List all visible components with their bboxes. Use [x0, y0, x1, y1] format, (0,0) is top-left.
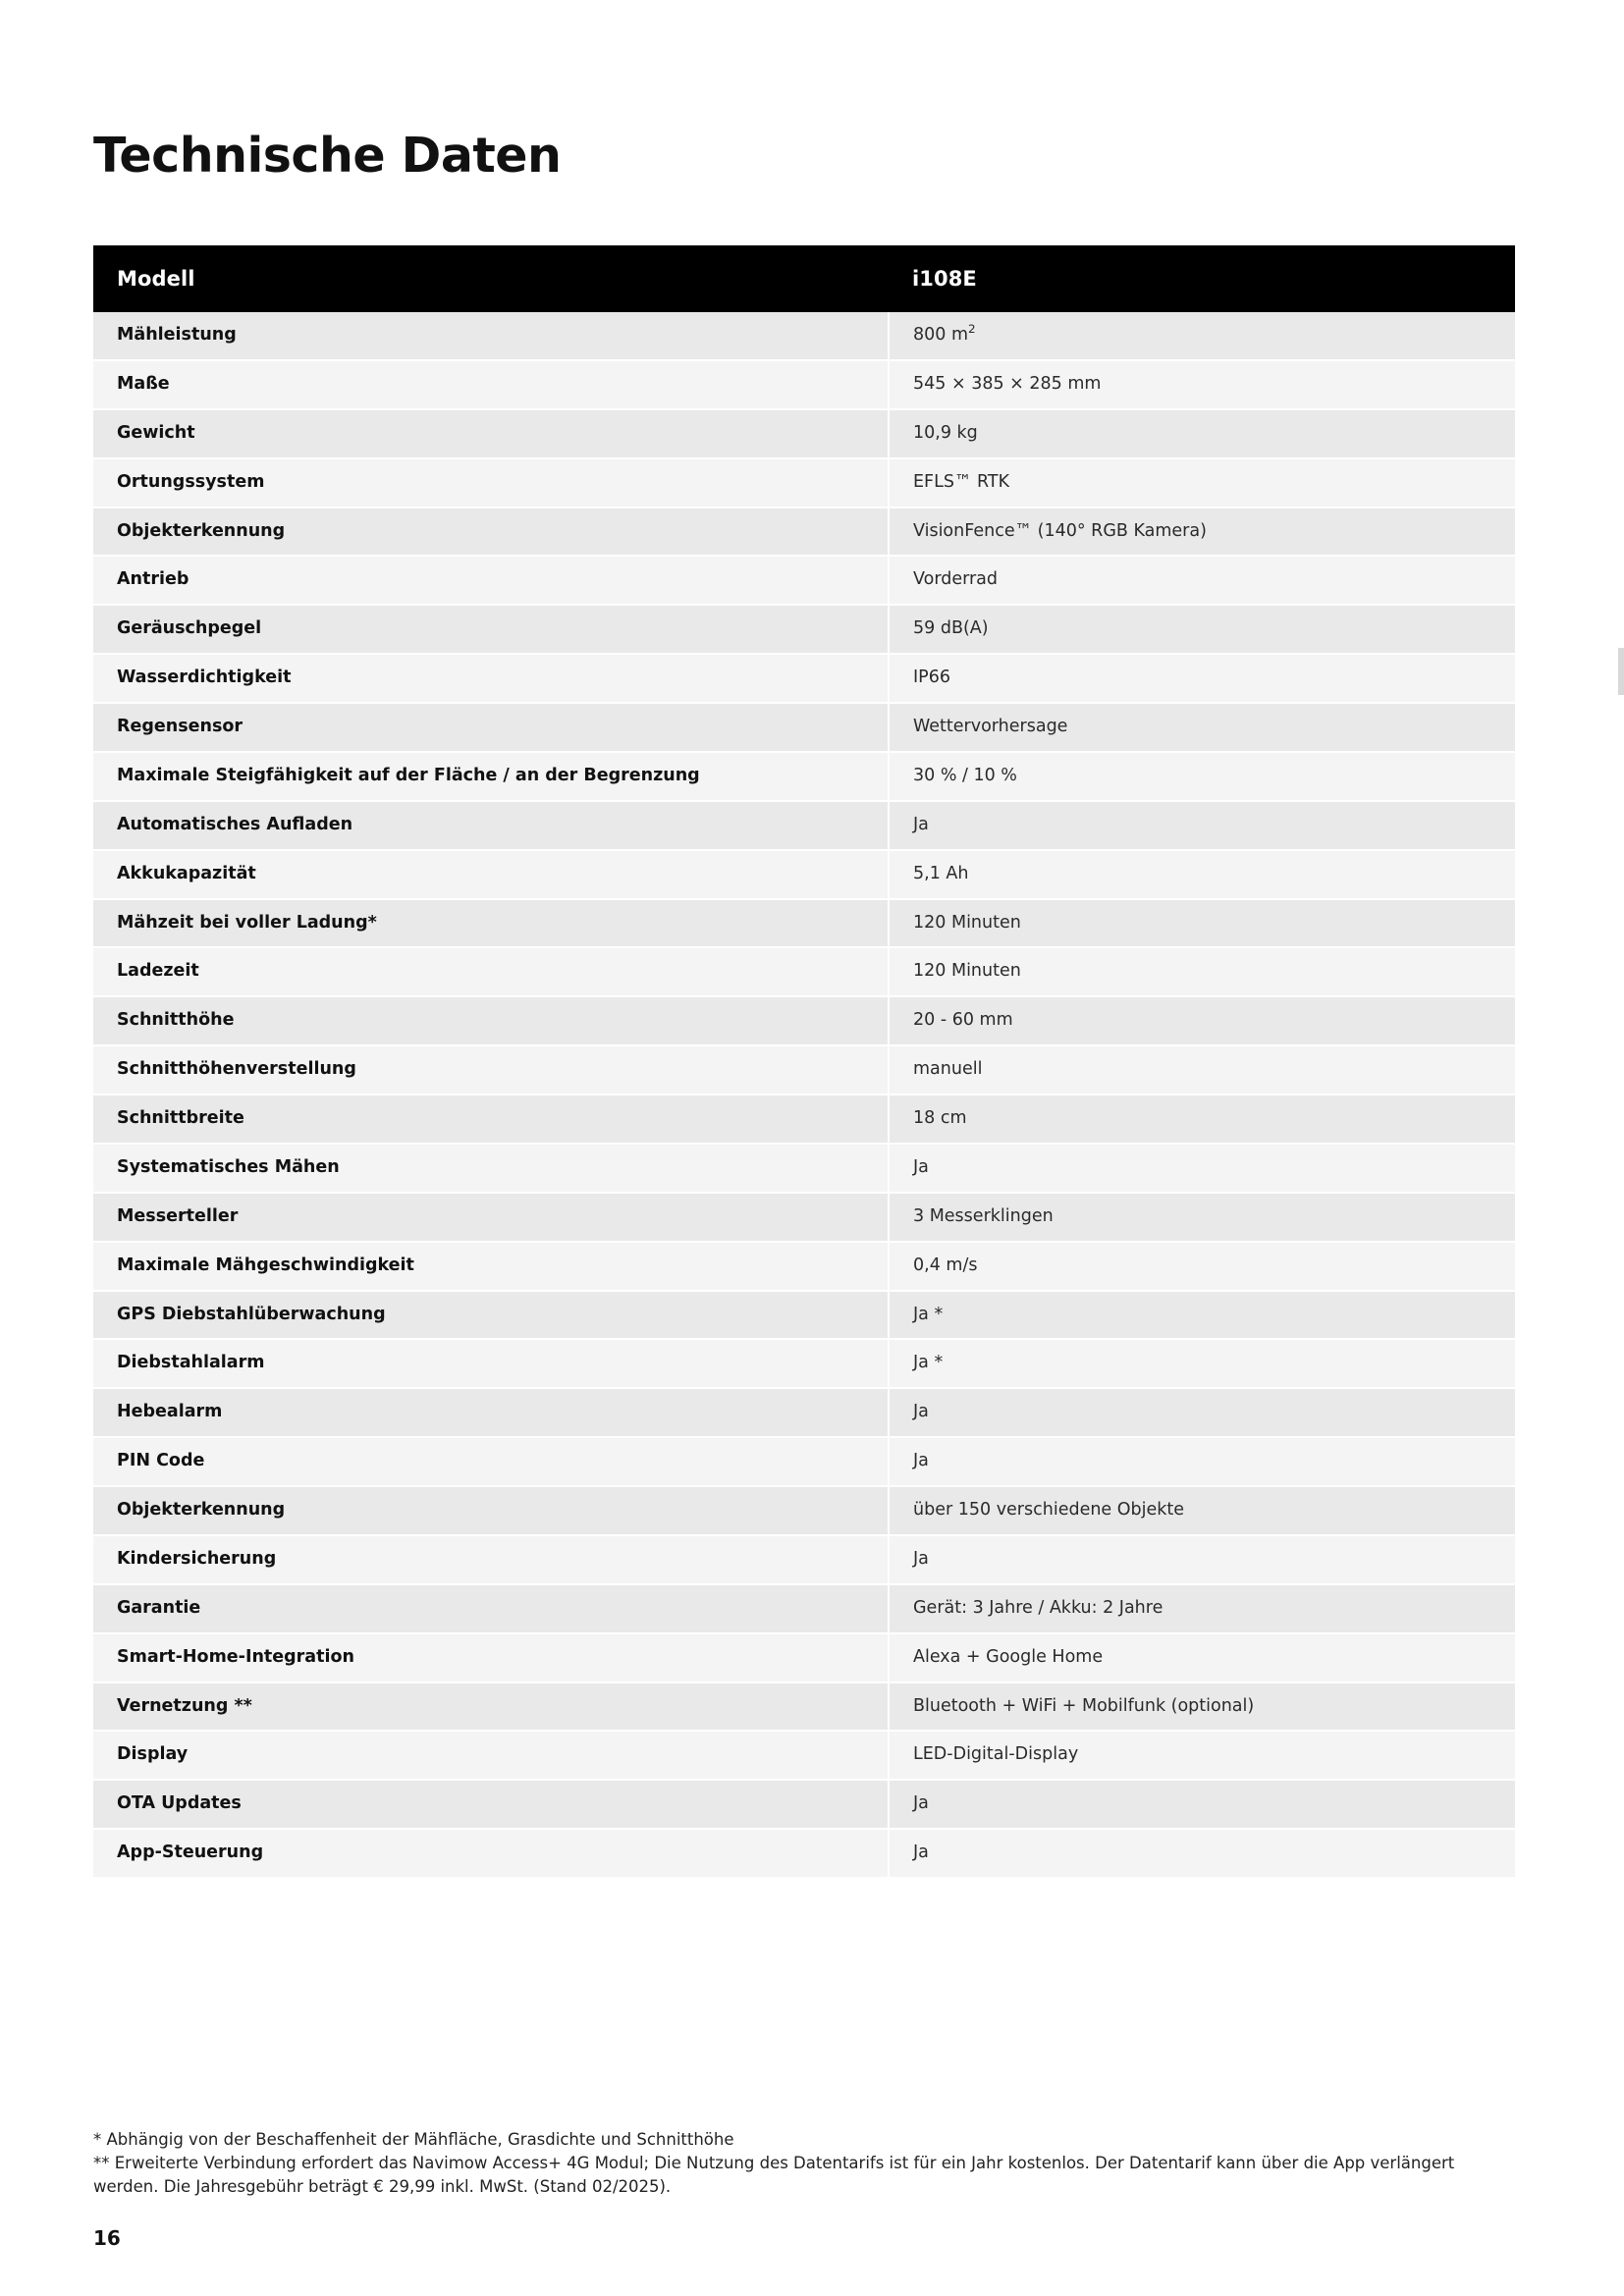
spec-label: App-Steuerung [93, 1829, 889, 1878]
table-row [93, 703, 1515, 752]
footnote-single-asterisk: * Abhängig von der Beschaffenheit der Mähfläche, Grasdichte und Schnitthöhe [93, 2130, 734, 2149]
spec-value: VisionFence™ (140° RGB Kamera) [889, 507, 1515, 557]
spec-label: Antrieb [93, 556, 889, 605]
table-row [93, 850, 1515, 899]
spec-label: Kindersicherung [93, 1535, 889, 1584]
spec-label: Maße [93, 360, 889, 409]
table-row [93, 458, 1515, 507]
table-row [93, 1045, 1515, 1095]
table-row [93, 1486, 1515, 1535]
spec-value: Ja [889, 1780, 1515, 1829]
table-row [93, 899, 1515, 948]
spec-label: Mähleistung [93, 312, 889, 360]
spec-value: Ja [889, 1144, 1515, 1193]
spec-value: 30 % / 10 % [889, 752, 1515, 801]
table-row [93, 409, 1515, 458]
spec-label: Akkukapazität [93, 850, 889, 899]
table-header-row [93, 245, 1515, 312]
spec-value: 59 dB(A) [889, 605, 1515, 654]
spec-label: GPS Diebstahlüberwachung [93, 1291, 889, 1340]
spec-value: Ja [889, 801, 1515, 850]
table-row [93, 1095, 1515, 1144]
table-row [93, 1388, 1515, 1437]
table-row [93, 312, 1515, 360]
footnote-double-asterisk: ** Erweiterte Verbindung erfordert das Navimow Access+ 4G Modul; Die Nutzung des Datentarifs ist für ein Jahr kostenlos. Der Datentarif kann über die App verlängert werden. Die Jahresgebühr beträgt € 29,99 inkl. MwSt. (Stand 02/2025). [93, 2153, 1455, 2196]
spec-value: 10,9 kg [889, 409, 1515, 458]
table-row [93, 605, 1515, 654]
spec-label: Systematisches Mähen [93, 1144, 889, 1193]
spec-label: Smart-Home-Integration [93, 1633, 889, 1682]
spec-value: 20 - 60 mm [889, 996, 1515, 1045]
table-row [93, 654, 1515, 703]
table-row [93, 996, 1515, 1045]
table-row [93, 1780, 1515, 1829]
spec-label: Geräuschpegel [93, 605, 889, 654]
table-row [93, 1437, 1515, 1486]
spec-label: Garantie [93, 1584, 889, 1633]
table-row [93, 1193, 1515, 1242]
table-header [93, 245, 1515, 312]
spec-value: Ja [889, 1388, 1515, 1437]
spec-label: Hebealarm [93, 1388, 889, 1437]
spec-value: LED-Digital-Display [889, 1731, 1515, 1780]
table-row [93, 947, 1515, 996]
specifications-table [93, 245, 1515, 1879]
table-row [93, 507, 1515, 557]
table-body [93, 312, 1515, 1878]
table-row [93, 1584, 1515, 1633]
spec-label: Automatisches Aufladen [93, 801, 889, 850]
table-row [93, 752, 1515, 801]
spec-value: Ja [889, 1535, 1515, 1584]
spec-value: Ja [889, 1829, 1515, 1878]
table-row [93, 360, 1515, 409]
spec-value: IP66 [889, 654, 1515, 703]
spec-value: Vorderrad [889, 556, 1515, 605]
spec-value: 800 $m^2$ [889, 312, 1515, 360]
spec-label: OTA Updates [93, 1780, 889, 1829]
table-row [93, 1535, 1515, 1584]
page-title: Technische Daten [93, 127, 562, 184]
spec-value: Gerät: 3 Jahre / Akku: 2 Jahre [889, 1584, 1515, 1633]
spec-value: Ja * [889, 1291, 1515, 1340]
spec-value: Ja * [889, 1339, 1515, 1388]
spec-value: 18 cm [889, 1095, 1515, 1144]
table-row [93, 1731, 1515, 1780]
footnotes [93, 2128, 1488, 2199]
spec-value: 3 Messerklingen [889, 1193, 1515, 1242]
spec-label: Maximale Steigfähigkeit auf der Fläche / an der Begrenzung [93, 752, 889, 801]
spec-label: Objekterkennung [93, 507, 889, 557]
spec-label: Vernetzung ** [93, 1682, 889, 1732]
spec-label: Regensensor [93, 703, 889, 752]
spec-value: 120 Minuten [889, 947, 1515, 996]
spec-value: manuell [889, 1045, 1515, 1095]
spec-value: Bluetooth + WiFi + Mobilfunk (optional) [889, 1682, 1515, 1732]
table-row [93, 556, 1515, 605]
spec-label: PIN Code [93, 1437, 889, 1486]
table-row [93, 1829, 1515, 1878]
spec-label: Schnitthöhe [93, 996, 889, 1045]
table-row [93, 1242, 1515, 1291]
spec-value: EFLS™ RTK [889, 458, 1515, 507]
spec-value: 5,1 Ah [889, 850, 1515, 899]
spec-value: 120 Minuten [889, 899, 1515, 948]
spec-label: Schnittbreite [93, 1095, 889, 1144]
spec-value: Wettervorhersage [889, 703, 1515, 752]
page-edge-mark [1618, 648, 1624, 695]
table-row [93, 1339, 1515, 1388]
spec-label: Wasserdichtigkeit [93, 654, 889, 703]
spec-label: Objekterkennung [93, 1486, 889, 1535]
spec-value: 545 × 385 × 285 mm [889, 360, 1515, 409]
table-header-value: i108E [889, 245, 1515, 312]
spec-label: Schnitthöhenverstellung [93, 1045, 889, 1095]
table-row [93, 1144, 1515, 1193]
table-row [93, 801, 1515, 850]
spec-value: Ja [889, 1437, 1515, 1486]
spec-label: Ortungssystem [93, 458, 889, 507]
table-header-model: Modell [93, 245, 889, 312]
spec-label: Messerteller [93, 1193, 889, 1242]
page-number: 16 [93, 2226, 121, 2250]
spec-value: über 150 verschiedene Objekte [889, 1486, 1515, 1535]
table-row [93, 1633, 1515, 1682]
table-row [93, 1291, 1515, 1340]
table-row [93, 1682, 1515, 1732]
spec-label: Gewicht [93, 409, 889, 458]
spec-value: Alexa + Google Home [889, 1633, 1515, 1682]
spec-value: 0,4 m/s [889, 1242, 1515, 1291]
spec-label: Mähzeit bei voller Ladung* [93, 899, 889, 948]
spec-label: Display [93, 1731, 889, 1780]
spec-label: Ladezeit [93, 947, 889, 996]
spec-label: Diebstahlalarm [93, 1339, 889, 1388]
spec-label: Maximale Mähgeschwindigkeit [93, 1242, 889, 1291]
